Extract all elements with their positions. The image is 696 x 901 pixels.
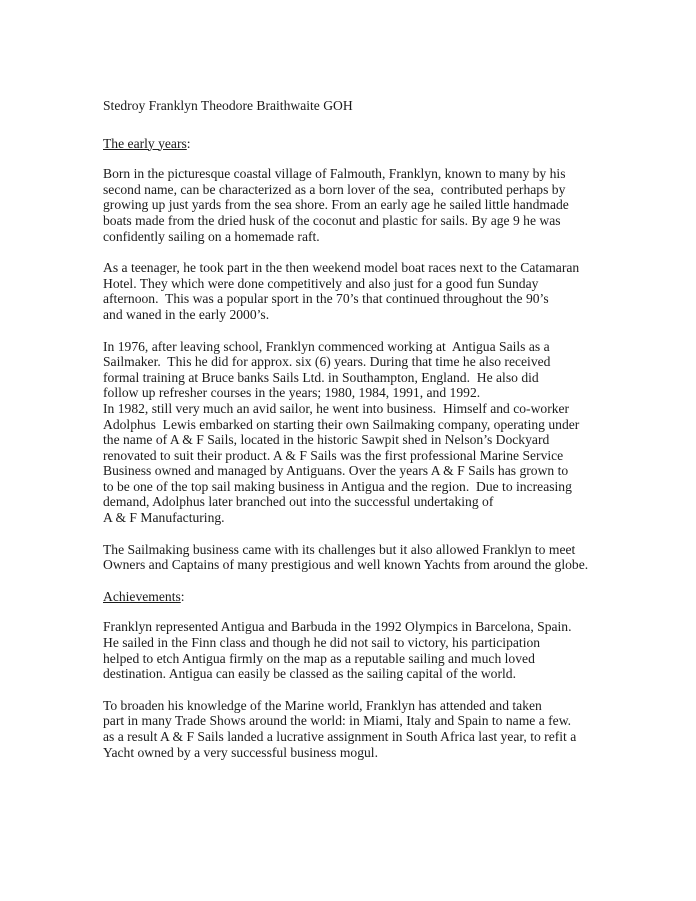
paragraph-line: the name of A & F Sails, located in the historic Sawpit shed in Nelson’s Dockyard bbox=[103, 432, 550, 448]
paragraph-line: renovated to suit their product. A & F Sails was the first professional Marine Service bbox=[103, 447, 564, 463]
paragraph-1982 bbox=[103, 401, 603, 526]
paragraph-line: afternoon. This was a popular sport in the 70’s that continued throughout the 90’s bbox=[103, 291, 549, 307]
paragraph-line: demand, Adolphus later branched out into the successful undertaking of bbox=[103, 494, 494, 510]
paragraph-line: Adolphus Lewis embarked on starting their own Sailmaking company, operating under bbox=[103, 416, 580, 432]
paragraph-line: confidently sailing on a homemade raft. bbox=[103, 228, 320, 244]
paragraph-line: A & F Manufacturing. bbox=[103, 510, 225, 526]
paragraph-line: Sailmaker. This he did for approx. six (6) years. During that time he also received bbox=[103, 354, 551, 370]
paragraph-line: Business owned and managed by Antiguans. Over the years A & F Sails has grown to bbox=[103, 463, 569, 479]
paragraph-line: In 1982, still very much an avid sailor, he went into business. Himself and co-worker bbox=[103, 400, 570, 416]
document-title: Stedroy Franklyn Theodore Braithwaite GOH bbox=[103, 98, 353, 113]
paragraph-line: In 1976, after leaving school, Franklyn commenced working at Antigua Sails as a bbox=[103, 338, 550, 354]
heading-text: The early years bbox=[103, 135, 187, 151]
paragraph-olympics bbox=[103, 619, 603, 681]
section-heading-achievements bbox=[103, 589, 603, 605]
paragraph-line: Hotel. They which were done competitively and also just for a good fun Sunday bbox=[103, 275, 539, 291]
heading-colon: : bbox=[180, 588, 185, 604]
heading-colon: : bbox=[186, 135, 191, 151]
paragraph-line: part in many Trade Shows around the world: in Miami, Italy and Spain to name a few. bbox=[103, 713, 572, 729]
paragraph-line: As a teenager, he took part in the then weekend model boat races next to the Catamaran bbox=[103, 260, 580, 276]
paragraph-teenager bbox=[103, 260, 603, 322]
paragraph-line: formal training at Bruce banks Sails Ltd. in Southampton, England. He also did bbox=[103, 369, 539, 385]
paragraph-line: To broaden his knowledge of the Marine world, Franklyn has attended and taken bbox=[103, 697, 542, 713]
paragraph-line: and waned in the early 2000’s. bbox=[103, 306, 270, 322]
paragraph-line: He sailed in the Finn class and though he did not sail to victory, his participation bbox=[103, 635, 541, 651]
document-body bbox=[103, 98, 603, 776]
paragraph-line: The Sailmaking business came with its challenges but it also allowed Franklyn to meet bbox=[103, 541, 576, 557]
paragraph-line: growing up just yards from the sea shore. From an early age he sailed little handmade bbox=[103, 197, 569, 213]
paragraph-line: to be one of the top sail making business in Antigua and the region. Due to increasing bbox=[103, 478, 572, 494]
paragraph-line: second name, can be characterized as a born lover of the sea, contributed perhaps by bbox=[103, 181, 566, 197]
heading-text: Achievements bbox=[103, 588, 181, 604]
paragraph-line: boats made from the dried husk of the coconut and plastic for sails. By age 9 he was bbox=[103, 212, 561, 228]
paragraph-line: Born in the picturesque coastal village of Falmouth, Franklyn, known to many by his bbox=[103, 166, 566, 182]
paragraph-line: as a result A & F Sails landed a lucrative assignment in South Africa last year, to refit a bbox=[103, 729, 577, 744]
paragraph-trade-shows bbox=[103, 698, 603, 760]
paragraph-line: helped to etch Antigua firmly on the map as a reputable sailing and much loved bbox=[103, 650, 535, 666]
section-heading-early-years bbox=[103, 136, 603, 152]
paragraph-line: follow up refresher courses in the years; 1980, 1984, 1991, and 1992. bbox=[103, 385, 481, 401]
paragraph-line: Yacht owned by a very successful business mogul. bbox=[103, 744, 378, 760]
paragraph-line: destination. Antigua can easily be classed as the sailing capital of the world. bbox=[103, 666, 516, 682]
paragraph-line: Owners and Captains of many prestigious and well known Yachts from around the globe. bbox=[103, 557, 589, 573]
paragraph-falmouth bbox=[103, 166, 603, 244]
paragraph-challenges bbox=[103, 542, 603, 573]
paragraph-1976 bbox=[103, 339, 603, 401]
paragraph-line: Franklyn represented Antigua and Barbuda in the 1992 Olympics in Barcelona, Spain. bbox=[103, 619, 572, 635]
